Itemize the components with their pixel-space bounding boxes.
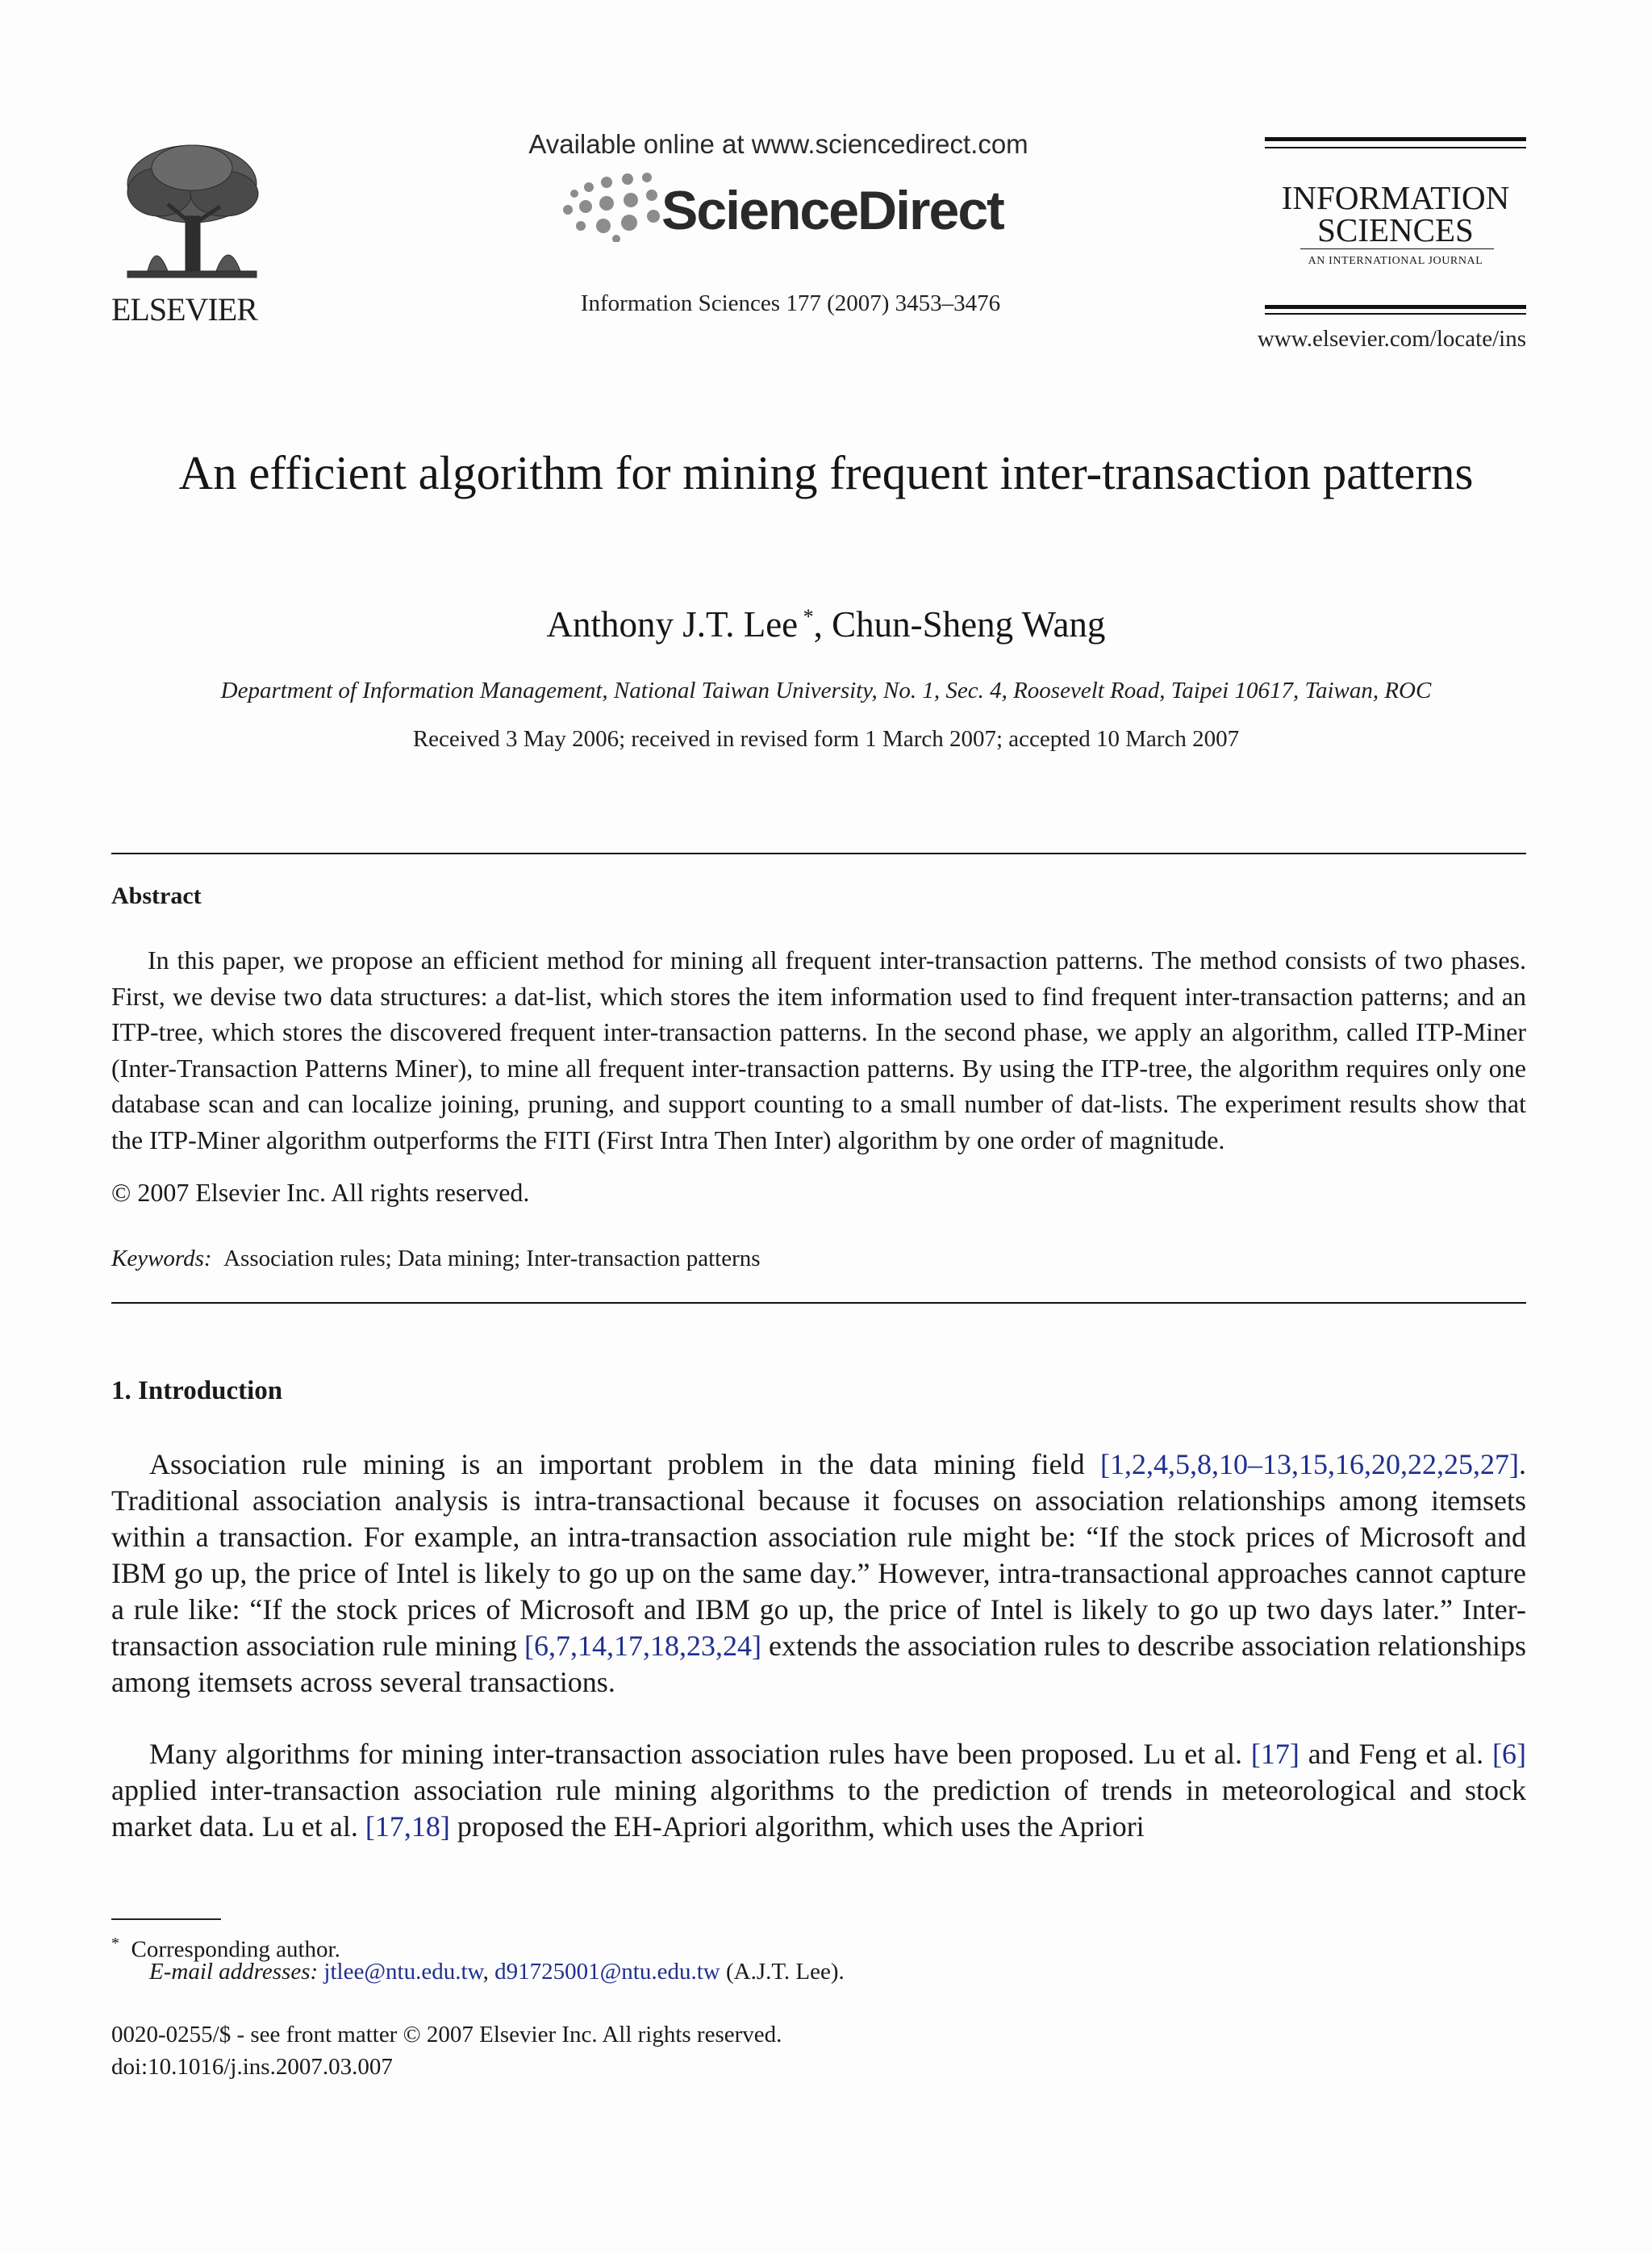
journal-masthead-title: INFORMATION SCIENCES	[1281, 179, 1510, 248]
masthead-rule-bottom-thin	[1265, 313, 1526, 315]
journal-masthead-subtitle: AN INTERNATIONAL JOURNAL	[1308, 255, 1483, 267]
journal-citation: Information Sciences 177 (2007) 3453–3476	[580, 290, 1001, 316]
sciencedirect-dots-icon	[557, 169, 678, 242]
masthead-rule-mid	[1300, 248, 1494, 249]
author-2: Chun-Sheng Wang	[832, 604, 1106, 645]
elsevier-wordmark: ELSEVIER	[111, 291, 257, 328]
abstract-heading: Abstract	[111, 883, 202, 909]
masthead-rule-bottom-thick	[1265, 305, 1526, 309]
keywords	[111, 1246, 761, 1272]
doi-line[interactable]: doi:10.1016/j.ins.2007.03.007	[111, 2054, 393, 2080]
footnote-mark: *	[111, 1935, 119, 1952]
keywords-label: Keywords:	[111, 1246, 212, 1271]
journal-url-link[interactable]: www.elsevier.com/locate/ins	[1257, 326, 1526, 352]
available-online-notice[interactable]: Available online at www.sciencedirect.com	[528, 129, 1028, 159]
author-1: Anthony J.T. Lee	[546, 604, 799, 645]
masthead-rule-top-thick	[1265, 137, 1526, 141]
keywords-list: Association rules; Data mining; Inter-transaction patterns	[223, 1246, 761, 1271]
section-heading-introduction: 1. Introduction	[111, 1376, 283, 1405]
issn-line: 0020-0255/$ - see front matter © 2007 Elsevier Inc. All rights reserved.	[111, 2022, 782, 2047]
citation-link[interactable]: [17]	[1250, 1738, 1299, 1770]
intro-paragraph-2: Many algorithms for mining inter-transaction association rules have been proposed. Lu et al. [17] and Feng et al. [6] applied inter-transaction association rule mining algorithms to the prediction of trends in meteorological and stock market data. Lu et al. [17,18] proposed the EH-Apriori algorithm, which uses the Apriori	[111, 1738, 1526, 1843]
paper-title: An efficient algorithm for mining frequent inter-transaction patterns	[178, 446, 1474, 499]
intro-paragraph-1: Association rule mining is an important problem in the data mining field [1,2,4,5,8,10–13,15,16,20,22,25,27]. Traditional association analysis is intra-transactional because it focuses on association relationships among itemsets within a transaction. For example, an intra-transaction association rule might be: “If the stock prices of Microsoft and IBM go up, the price of Intel is likely to go up on the same day.” However, intra-transactional approaches cannot capture a rule like: “If the stock prices of Microsoft and IBM go up, the price of Intel is likely to go up two days later.” Inter-transaction association rule mining [6,7,14,17,18,23,24] extends the association rules to describe association relationships among itemsets across several transactions.	[111, 1448, 1526, 1698]
abstract-text: In this paper, we propose an efficient method for mining all frequent inter-transaction patterns. The method consists of two phases. First, we devise two data structures: a dat-list, which stores the item information used to find frequent inter-transaction patterns; and an ITP-tree, which stores the discovered frequent inter-transaction patterns. In the second phase, we apply an algorithm, called ITP-Miner (Inter-Transaction Patterns Miner), to mine all frequent inter-transaction patterns. By using the ITP-tree, the algorithm requires only one database scan and can localize joining, pruning, and support counting to a small number of dat-lists. The experiment results show that the ITP-Miner algorithm outperforms the FITI (First Intra Then Inter) algorithm by one order of magnitude.	[111, 945, 1526, 1154]
corresponding-author-mark[interactable]: *	[803, 605, 814, 628]
footnote-rule	[111, 1918, 221, 1920]
affiliation: Department of Information Management, National Taiwan University, No. 1, Sec. 4, Roosevelt Road, Taipei 10617, Taiwan, ROC	[220, 678, 1432, 703]
citation-link[interactable]: [6,7,14,17,18,23,24]	[524, 1630, 761, 1662]
email-link-1[interactable]: jtlee@ntu.edu.tw	[323, 1959, 483, 1985]
abstract-copyright: © 2007 Elsevier Inc. All rights reserved.	[111, 1178, 530, 1207]
citation-link[interactable]: [17,18]	[365, 1810, 450, 1843]
abstract-bottom-rule	[111, 1302, 1526, 1304]
author-list: Anthony J.T. Lee *, Chun-Sheng Wang	[546, 604, 1106, 645]
masthead-rule-top-thin	[1265, 147, 1526, 148]
received-dates: Received 3 May 2006; received in revised form 1 March 2007; accepted 10 March 2007	[412, 726, 1240, 752]
citation-link[interactable]: [1,2,4,5,8,10–13,15,16,20,22,25,27]	[1100, 1448, 1519, 1480]
email-label: E-mail addresses:	[149, 1959, 319, 1985]
abstract-top-rule	[111, 853, 1526, 854]
footnote-email-addresses: E-mail addresses: jtlee@ntu.edu.tw, d91725001@ntu.edu.tw (A.J.T. Lee).	[149, 1959, 845, 1985]
footnote-corresponding-author: * Corresponding author.	[111, 1935, 340, 1963]
email-link-2[interactable]: d91725001@ntu.edu.tw	[494, 1959, 720, 1985]
citation-link[interactable]: [6]	[1492, 1738, 1526, 1770]
sciencedirect-wordmark: ScienceDirect	[661, 180, 1003, 241]
